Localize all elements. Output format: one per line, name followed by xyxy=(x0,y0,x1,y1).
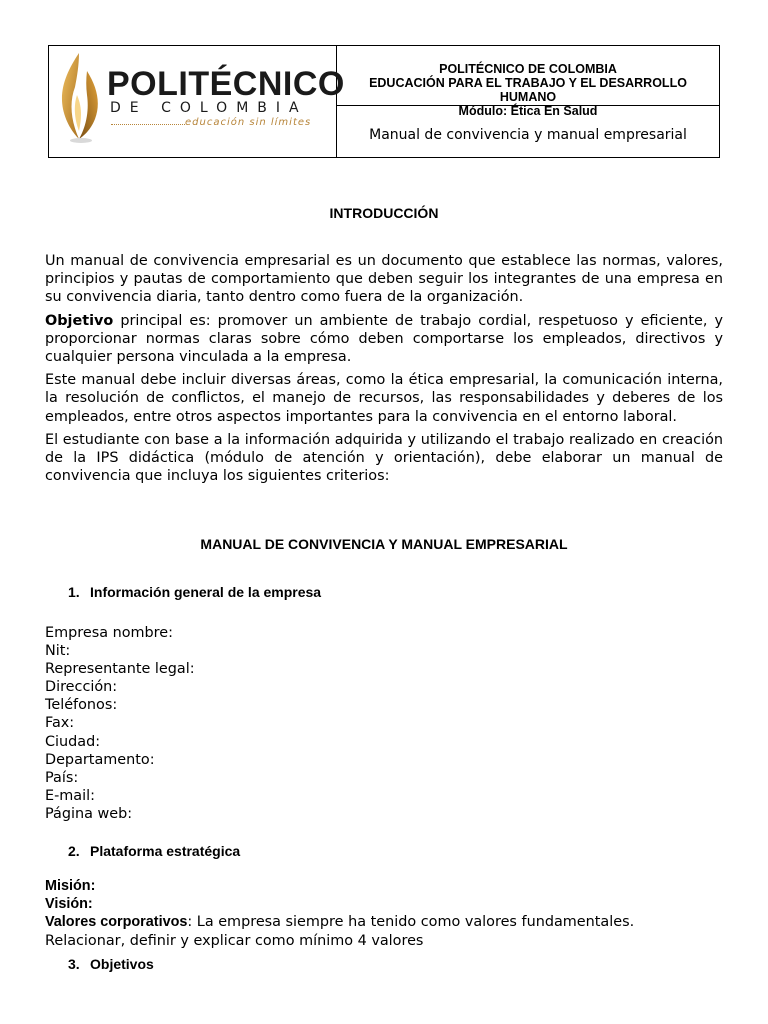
field-country: País: xyxy=(45,769,79,786)
values-label: Valores corporativos xyxy=(45,914,188,931)
field-nit: Nit: xyxy=(45,643,71,660)
field-email: E-mail: xyxy=(45,787,95,804)
institution-info xyxy=(337,46,719,118)
field-phones: Teléfonos: xyxy=(45,697,118,714)
intro-paragraph-4: El estudiante con base a la información adquirida y utilizando el trabajo realizado en creación de la IPS didáctica (módulo de atención y orientación), debe elaborar un manual de convivencia que incluya los siguientes criterios: xyxy=(45,431,723,485)
objective-label: Objetivo xyxy=(45,312,114,329)
logo-subtitle: DE COLOMBIA xyxy=(110,100,308,116)
field-department: Departamento: xyxy=(45,751,155,768)
intro-paragraph-3: Este manual debe incluir diversas áreas, como la ética empresarial, la comunicación interna, la resolución de conflictos, el manejo de recursos, las responsabilidades y deberes de los empleados, entre otros aspectos importantes para la convivencia en el entorno laboral. xyxy=(45,372,723,425)
mission-label: Misión: xyxy=(45,878,96,894)
intro-body xyxy=(45,252,723,485)
field-city: Ciudad: xyxy=(45,733,101,750)
section-1-title xyxy=(68,584,321,600)
section-2-label: Plataforma estratégica xyxy=(90,843,241,859)
values-instruction: Relacionar, definir y explicar como mínimo 4 valores xyxy=(45,932,424,949)
intro-paragraph-2 xyxy=(45,312,723,367)
section-1-number: 1. xyxy=(68,584,80,600)
logo-cell xyxy=(49,46,345,157)
vision-label: Visión: xyxy=(45,896,93,913)
logo-wordmark: POLITÉCNICO xyxy=(107,65,345,103)
strategic-platform xyxy=(45,877,723,950)
intro-paragraph-1: Un manual de convivencia empresarial es un documento que establece las normas, valores, principios y pautas de comportamiento que deben seguir los integrantes de una empresa en su convivencia diaria, tanto dentro como fuera de la organización. xyxy=(45,253,723,306)
values-line xyxy=(45,913,723,931)
institution-name: POLITÉCNICO DE COLOMBIA xyxy=(439,62,617,76)
objective-text: principal es: promover un ambiente de trabajo cordial, respetuoso y eficiente, y proporcionar normas claras sobre cómo deben comportarse los empleados, directivos y cualquier persona vinculada a la empresa. xyxy=(45,312,723,366)
section-2-number: 2. xyxy=(68,843,80,859)
intro-heading: INTRODUCCIÓN xyxy=(329,205,439,221)
values-text: : La empresa siempre ha tenido como valores fundamentales. xyxy=(187,914,635,931)
field-company-name: Empresa nombre: xyxy=(45,625,173,641)
program-line-1: EDUCACIÓN PARA EL TRABAJO Y EL DESARROLLO xyxy=(369,76,687,90)
field-fax: Fax: xyxy=(45,715,75,732)
logo-shadow xyxy=(70,138,92,143)
field-address: Dirección: xyxy=(45,679,118,696)
field-website: Página web: xyxy=(45,805,133,822)
logo-dotted-line xyxy=(111,124,185,125)
section-3-number: 3. xyxy=(68,956,80,972)
company-fields xyxy=(45,624,723,823)
document-header xyxy=(48,45,720,158)
manual-heading: MANUAL DE CONVIVENCIA Y MANUAL EMPRESARIAL xyxy=(200,536,568,552)
module-name: Módulo: Ética En Salud xyxy=(458,104,598,118)
section-2-title xyxy=(68,843,240,859)
program-line-2: HUMANO xyxy=(499,90,557,104)
logo-tagline: educación sin límites xyxy=(185,117,312,128)
field-legal-rep: Representante legal: xyxy=(45,661,195,678)
section-3-title xyxy=(68,956,154,972)
flame-logo-icon xyxy=(57,51,103,143)
section-3-label: Objetivos xyxy=(90,956,154,972)
section-1-label: Información general de la empresa xyxy=(90,584,322,600)
document-title: Manual de convivencia y manual empresarial xyxy=(369,127,687,143)
